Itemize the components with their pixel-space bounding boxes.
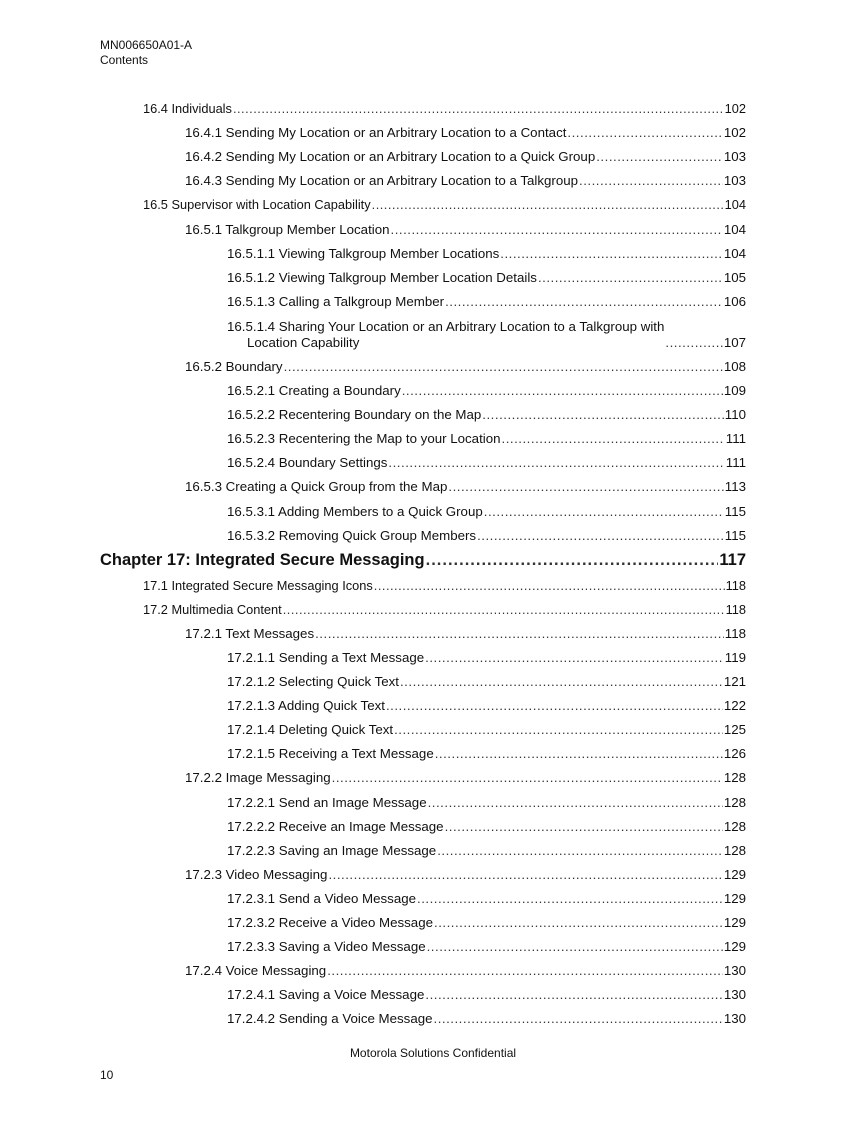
toc-entry[interactable]: 17.2.2.3 Saving an Image Message ..... 128: [100, 835, 746, 859]
toc-chapter-entry[interactable]: Chapter 17: Integrated Secure Messaging ..... 117: [100, 544, 746, 570]
toc-entry[interactable]: 16.5.2.4 Boundary Settings ..... 111: [100, 447, 746, 471]
toc-entry[interactable]: 17.2.4.2 Sending a Voice Message ..... 130: [100, 1003, 746, 1027]
toc-entry[interactable]: 17.2.3.1 Send a Video Message ..... 129: [100, 883, 746, 907]
document-id: MN006650A01-A: [100, 38, 193, 52]
table-of-contents: [100, 93, 746, 1027]
toc-entry[interactable]: 17.2.3.3 Saving a Video Message ..... 129: [100, 931, 746, 955]
toc-entry[interactable]: 17.2.1.3 Adding Quick Text ..... 122: [100, 690, 746, 714]
toc-entry[interactable]: 17.2.1.5 Receiving a Text Message ..... 126: [100, 738, 746, 762]
toc-entry[interactable]: 16.5.1.4 Sharing Your Location or an Arbitrary Location to a Talkgroup with Location Capability ..... 107: [100, 310, 746, 351]
toc-entry[interactable]: 17.2.1.2 Selecting Quick Text ..... 121: [100, 666, 746, 690]
toc-entry[interactable]: 16.5.3 Creating a Quick Group from the Map ..... 113: [100, 471, 746, 495]
toc-entry[interactable]: 16.5 Supervisor with Location Capability ..... 104: [100, 189, 746, 213]
page-number: 10: [100, 1068, 114, 1082]
toc-entry[interactable]: 16.5.1 Talkgroup Member Location ..... 104: [100, 213, 746, 237]
toc-entry[interactable]: 17.2.1.1 Sending a Text Message ..... 119: [100, 642, 746, 666]
toc-entry[interactable]: 17.2.1.4 Deleting Quick Text ..... 125: [100, 714, 746, 738]
toc-entry[interactable]: 17.2.2 Image Messaging ..... 128: [100, 762, 746, 786]
confidential-footer: Motorola Solutions Confidential: [349, 1046, 517, 1060]
toc-entry[interactable]: 16.4.1 Sending My Location or an Arbitrary Location to a Contact ..... 102: [100, 117, 746, 141]
toc-entry[interactable]: 16.5.1.1 Viewing Talkgroup Member Locations ..... 104: [100, 238, 746, 262]
toc-entry[interactable]: 16.5.3.1 Adding Members to a Quick Group ..... 115: [100, 495, 746, 519]
toc-entry[interactable]: 16.5.3.2 Removing Quick Group Members ..... 115: [100, 520, 746, 544]
toc-entry[interactable]: 16.5.1.3 Calling a Talkgroup Member ..... 106: [100, 286, 746, 310]
toc-entry[interactable]: 17.2.2.2 Receive an Image Message ..... 128: [100, 811, 746, 835]
toc-entry[interactable]: 17.2.4.1 Saving a Voice Message ..... 130: [100, 979, 746, 1003]
toc-entry[interactable]: 17.1 Integrated Secure Messaging Icons ..... 118: [100, 570, 746, 594]
toc-entry[interactable]: 16.5.1.2 Viewing Talkgroup Member Location Details ..... 105: [100, 262, 746, 286]
page-header: [100, 38, 192, 68]
toc-entry[interactable]: 17.2.3.2 Receive a Video Message ..... 129: [100, 907, 746, 931]
toc-entry[interactable]: 17.2 Multimedia Content ..... 118: [100, 594, 746, 618]
toc-entry[interactable]: 16.5.2 Boundary ..... 108: [100, 351, 746, 375]
toc-entry[interactable]: 17.2.1 Text Messages ..... 118: [100, 618, 746, 642]
header-section: Contents: [100, 53, 149, 67]
toc-entry[interactable]: 16.5.2.1 Creating a Boundary ..... 109: [100, 375, 746, 399]
toc-entry[interactable]: 16.5.2.3 Recentering the Map to your Location ..... 111: [100, 423, 746, 447]
toc-entry[interactable]: 16.4.2 Sending My Location or an Arbitrary Location to a Quick Group ..... 103: [100, 141, 746, 165]
toc-entry[interactable]: 16.5.2.2 Recentering Boundary on the Map ..... 110: [100, 399, 746, 423]
toc-entry[interactable]: 16.4 Individuals ..... 102: [100, 93, 746, 117]
toc-entry[interactable]: 17.2.2.1 Send an Image Message ..... 128: [100, 786, 746, 810]
toc-entry[interactable]: 17.2.4 Voice Messaging ..... 130: [100, 955, 746, 979]
toc-entry[interactable]: 16.4.3 Sending My Location or an Arbitrary Location to a Talkgroup ..... 103: [100, 165, 746, 189]
toc-entry[interactable]: 17.2.3 Video Messaging ..... 129: [100, 859, 746, 883]
